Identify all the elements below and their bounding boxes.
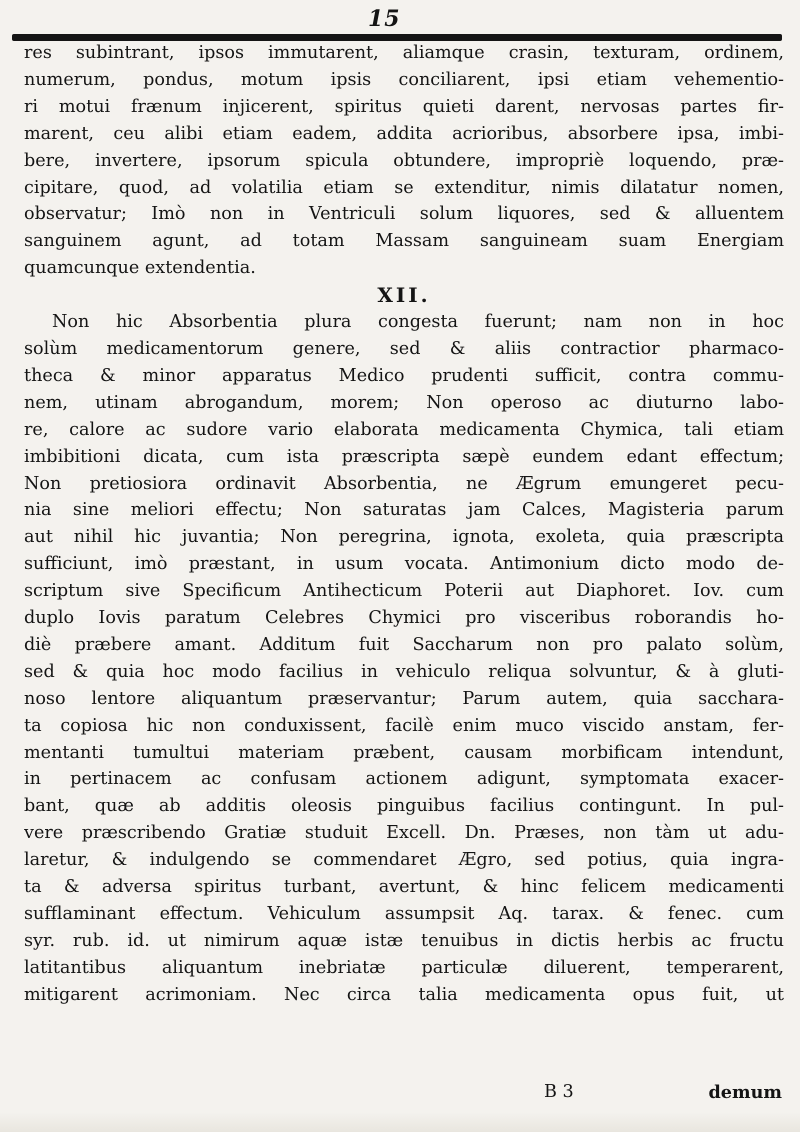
body-text <box>24 40 784 1009</box>
text-line: vere præscribendo Gratiæ studuit Excell. Dn. Præses, non tàm ut adu- <box>24 823 784 844</box>
text-line: quamcunque extendentia. <box>24 258 256 279</box>
signature-mark: B 3 <box>544 1082 574 1102</box>
paragraph-1 <box>24 40 784 282</box>
text-line: solùm medicamentorum genere, sed & aliis contractior pharmaco- <box>24 338 784 359</box>
text-line: sanguinem agunt, ad totam Massam sanguineam suam Energiam <box>24 231 784 252</box>
page-bottom-edge <box>0 1112 800 1132</box>
text-line: ta copiosa hic non conduxissent, facilè enim muco viscido anstam, fer- <box>24 715 784 736</box>
text-line: ta & adversa spiritus turbant, avertunt, & hinc felicem medicamenti <box>24 877 784 898</box>
text-line: diè præbere amant. Additum fuit Saccharum non pro palato solùm, <box>24 634 784 655</box>
text-line: numerum, pondus, motum ipsis conciliarent, ipsi etiam vehementio- <box>24 69 784 90</box>
text-line: laretur, & indulgendo se commendaret Ægro, sed potius, quia ingra- <box>24 850 784 871</box>
text-line: mitigarent acrimoniam. Nec circa talia medicamenta opus fuit, ut <box>24 984 784 1005</box>
text-line: bant, quæ ab additis oleosis pinguibus facilius contingunt. In pul- <box>24 796 784 817</box>
text-line: res subintrant, ipsos immutarent, aliamque crasin, texturam, ordinem, <box>24 43 784 63</box>
text-line: observatur; Imò non in Ventriculi solum liquores, sed & alluentem <box>24 204 784 225</box>
text-line: marent, ceu alibi etiam eadem, addita acrioribus, absorbere ipsa, imbi- <box>24 123 784 144</box>
text-line: bere, invertere, ipsorum spicula obtundere, impropriè loquendo, præ- <box>24 150 784 171</box>
text-line: mentanti tumultui materiam præbent, causam morbificam intendunt, <box>24 742 784 763</box>
section-heading: XII. <box>377 283 431 308</box>
text-line: Non pretiosiora ordinavit Absorbentia, ne Ægrum emungeret pecu- <box>24 473 784 494</box>
text-line: nem, utinam abrogandum, morem; Non operoso ac diuturno labo- <box>24 392 784 413</box>
page-number: 15 <box>368 6 401 32</box>
text-line: re, calore ac sudore vario elaborata medicamenta Chymica, tali etiam <box>24 419 784 440</box>
text-line: sufficiunt, imò præstant, in usum vocata. Antimonium dicto modo de- <box>24 554 784 575</box>
text-line: in pertinacem ac confusam actionem adigunt, symptomata exacer- <box>24 769 784 790</box>
text-line: Non hic Absorbentia plura congesta fuerunt; nam non in hoc <box>52 312 784 333</box>
text-line: sufflaminant effectum. Vehiculum assumpsit Aq. tarax. & fenec. cum <box>24 904 784 924</box>
text-line: ri motui frænum injicerent, spiritus quieti darent, nervosas partes fir- <box>24 96 784 117</box>
text-line: scriptum sive Specificum Antihecticum Poterii aut Diaphoret. Iov. cum <box>24 581 784 602</box>
text-line: imbibitioni dicata, cum ista præscripta sæpè eundem edant effectum; <box>24 446 784 467</box>
text-line: sed & quia hoc modo facilius in vehiculo reliqua solvuntur, & à gluti- <box>24 661 784 682</box>
text-line: nia sine meliori effectu; Non saturatas jam Calces, Magisteria parum <box>24 500 784 521</box>
text-line: duplo Iovis paratum Celebres Chymici pro visceribus roborandis ho- <box>24 608 784 629</box>
catchword: demum <box>708 1082 782 1103</box>
text-line: noso lentore aliquantum præservantur; Parum autem, quia sacchara- <box>24 688 784 709</box>
footer-line <box>24 1082 784 1108</box>
text-line: cipitare, quod, ad volatilia etiam se extenditur, nimis dilatatur nomen, <box>24 177 784 198</box>
text-line: syr. rub. id. ut nimirum aquæ istæ tenuibus in dictis herbis ac fructu <box>24 930 784 951</box>
text-line: aut nihil hic juvantia; Non peregrina, ignota, exoleta, quia præscripta <box>24 527 784 548</box>
text-line: theca & minor apparatus Medico prudenti sufficit, contra commu- <box>24 365 784 386</box>
text-line: latitantibus aliquantum inebriatæ particulæ diluerent, temperarent, <box>24 957 784 978</box>
paragraph-2 <box>24 309 784 1009</box>
